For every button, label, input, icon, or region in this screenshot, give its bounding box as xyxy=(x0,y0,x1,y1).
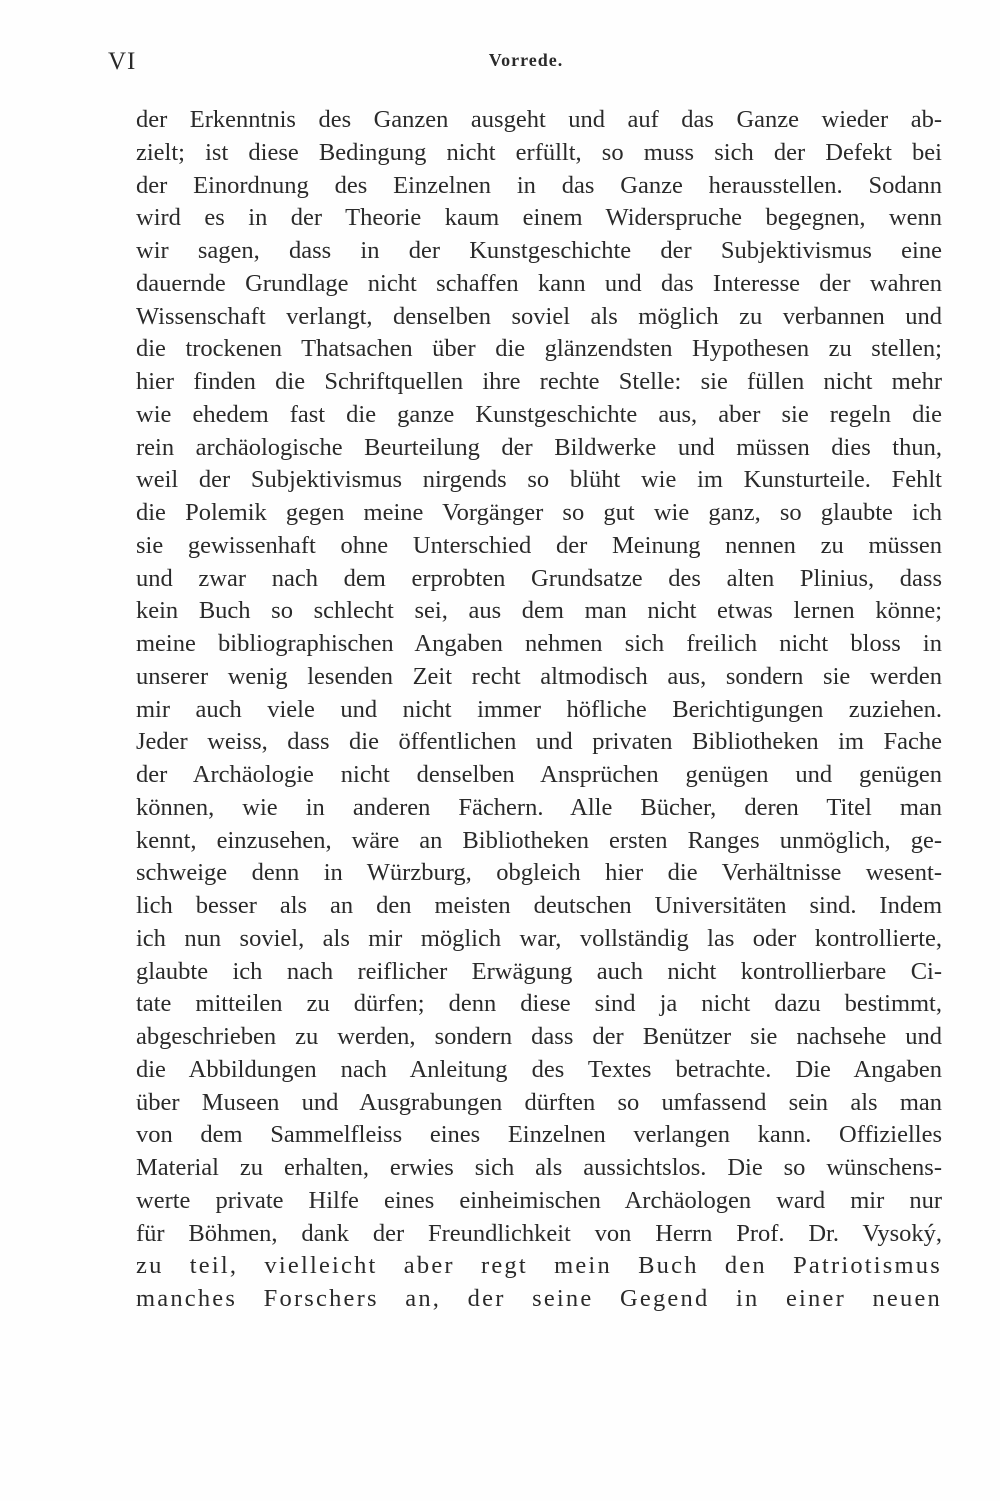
text-line: der Erkenntnis des Ganzen ausgeht und auf das Ganze wieder ab- xyxy=(136,106,942,133)
text-line: lich besser als an den meisten deutschen Universitäten sind. Indem xyxy=(136,892,942,919)
text-line: meine bibliographischen Angaben nehmen sich freilich nicht bloss in xyxy=(136,630,942,657)
text-line: hier finden die Schriftquellen ihre rechte Stelle: sie füllen nicht mehr xyxy=(136,368,942,395)
text-line: dauernde Grundlage nicht schaffen kann und das Interesse der wahren xyxy=(136,269,942,297)
text-line: kennt, einzusehen, wäre an Bibliotheken ersten Ranges unmöglich, ge- xyxy=(136,826,942,854)
text-line: abgeschrieben zu werden, sondern dass der Benützer sie nachsehe und xyxy=(136,1023,942,1050)
text-line: schweige denn in Würzburg, obgleich hier die Verhältnisse wesent- xyxy=(136,859,942,887)
text-line: Material zu erhalten, erwies sich als aussichtslos. Die so wünschens- xyxy=(136,1154,942,1181)
text-line: über Museen und Ausgrabungen dürften so umfassend sein als man xyxy=(136,1088,942,1116)
page-number: VI xyxy=(108,48,137,75)
text-line: Jeder weiss, dass die öffentlichen und privaten Bibliotheken im Fache xyxy=(136,728,942,756)
text-line: tate mitteilen zu dürfen; denn diese sind ja nicht dazu bestimmt, xyxy=(136,990,942,1018)
text-line: mir auch viele und nicht immer höfliche Berichtigungen zuziehen. xyxy=(136,695,942,723)
text-line: werte private Hilfe eines einheimischen Archäologen ward mir nur xyxy=(136,1186,942,1214)
text-line: der Archäologie nicht denselben Ansprüchen genügen und genügen xyxy=(136,761,942,788)
text-line: wird es in der Theorie kaum einem Widerspruche begegnen, wenn xyxy=(136,204,942,232)
text-line: die Polemik gegen meine Vorgänger so gut wie ganz, so glaubte ich xyxy=(136,499,942,526)
text-line: wir sagen, dass in der Kunstgeschichte der Subjektivismus eine xyxy=(136,237,942,264)
text-line: die trockenen Thatsachen über die glänzendsten Hypothesen zu stellen; xyxy=(136,335,942,363)
text-line: die Abbildungen nach Anleitung des Textes betrachte. Die Angaben xyxy=(136,1055,942,1083)
running-head xyxy=(108,48,944,82)
text-line: unserer wenig lesenden Zeit recht altmodisch aus, sondern sie werden xyxy=(136,662,942,690)
text-line: glaubte ich nach reiflicher Erwägung auch nicht kontrollierbare Ci- xyxy=(136,957,942,985)
text-line: wie ehedem fast die ganze Kunstgeschichte aus, aber sie regeln die xyxy=(136,400,942,428)
text-line: zielt; ist diese Bedingung nicht erfüllt, so muss sich der Defekt bei xyxy=(136,138,942,166)
text-line: sie gewissenhaft ohne Unterschied der Meinung nennen zu müssen xyxy=(136,531,942,559)
text-line: zu teil, vielleicht aber regt mein Buch den Patriotismus xyxy=(136,1252,942,1280)
text-line: von dem Sammelfleiss eines Einzelnen verlangen kann. Offizielles xyxy=(136,1121,942,1149)
text-line: ich nun soviel, als mir möglich war, vollständig las oder kontrollierte, xyxy=(136,924,942,952)
section-title: Vorrede. xyxy=(488,50,564,70)
text-line: für Böhmen, dank der Freundlichkeit von Herrn Prof. Dr. Vysoký, xyxy=(136,1219,942,1247)
text-line: manches Forschers an, der seine Gegend in einer neuen xyxy=(136,1285,942,1312)
body-text xyxy=(136,104,942,1316)
text-line: Wissenschaft verlangt, denselben soviel als möglich zu verbannen und xyxy=(136,302,942,330)
text-line: können, wie in anderen Fächern. Alle Bücher, deren Titel man xyxy=(136,793,942,821)
text-line: weil der Subjektivismus nirgends so blüht wie im Kunsturteile. Fehlt xyxy=(136,466,942,494)
text-line: der Einordnung des Einzelnen in das Ganze herausstellen. Sodann xyxy=(136,171,942,199)
text-line: kein Buch so schlecht sei, aus dem man nicht etwas lernen könne; xyxy=(136,597,942,625)
text-line: rein archäologische Beurteilung der Bildwerke und müssen dies thun, xyxy=(136,433,942,461)
text-line: und zwar nach dem erprobten Grundsatze des alten Plinius, dass xyxy=(136,564,942,592)
